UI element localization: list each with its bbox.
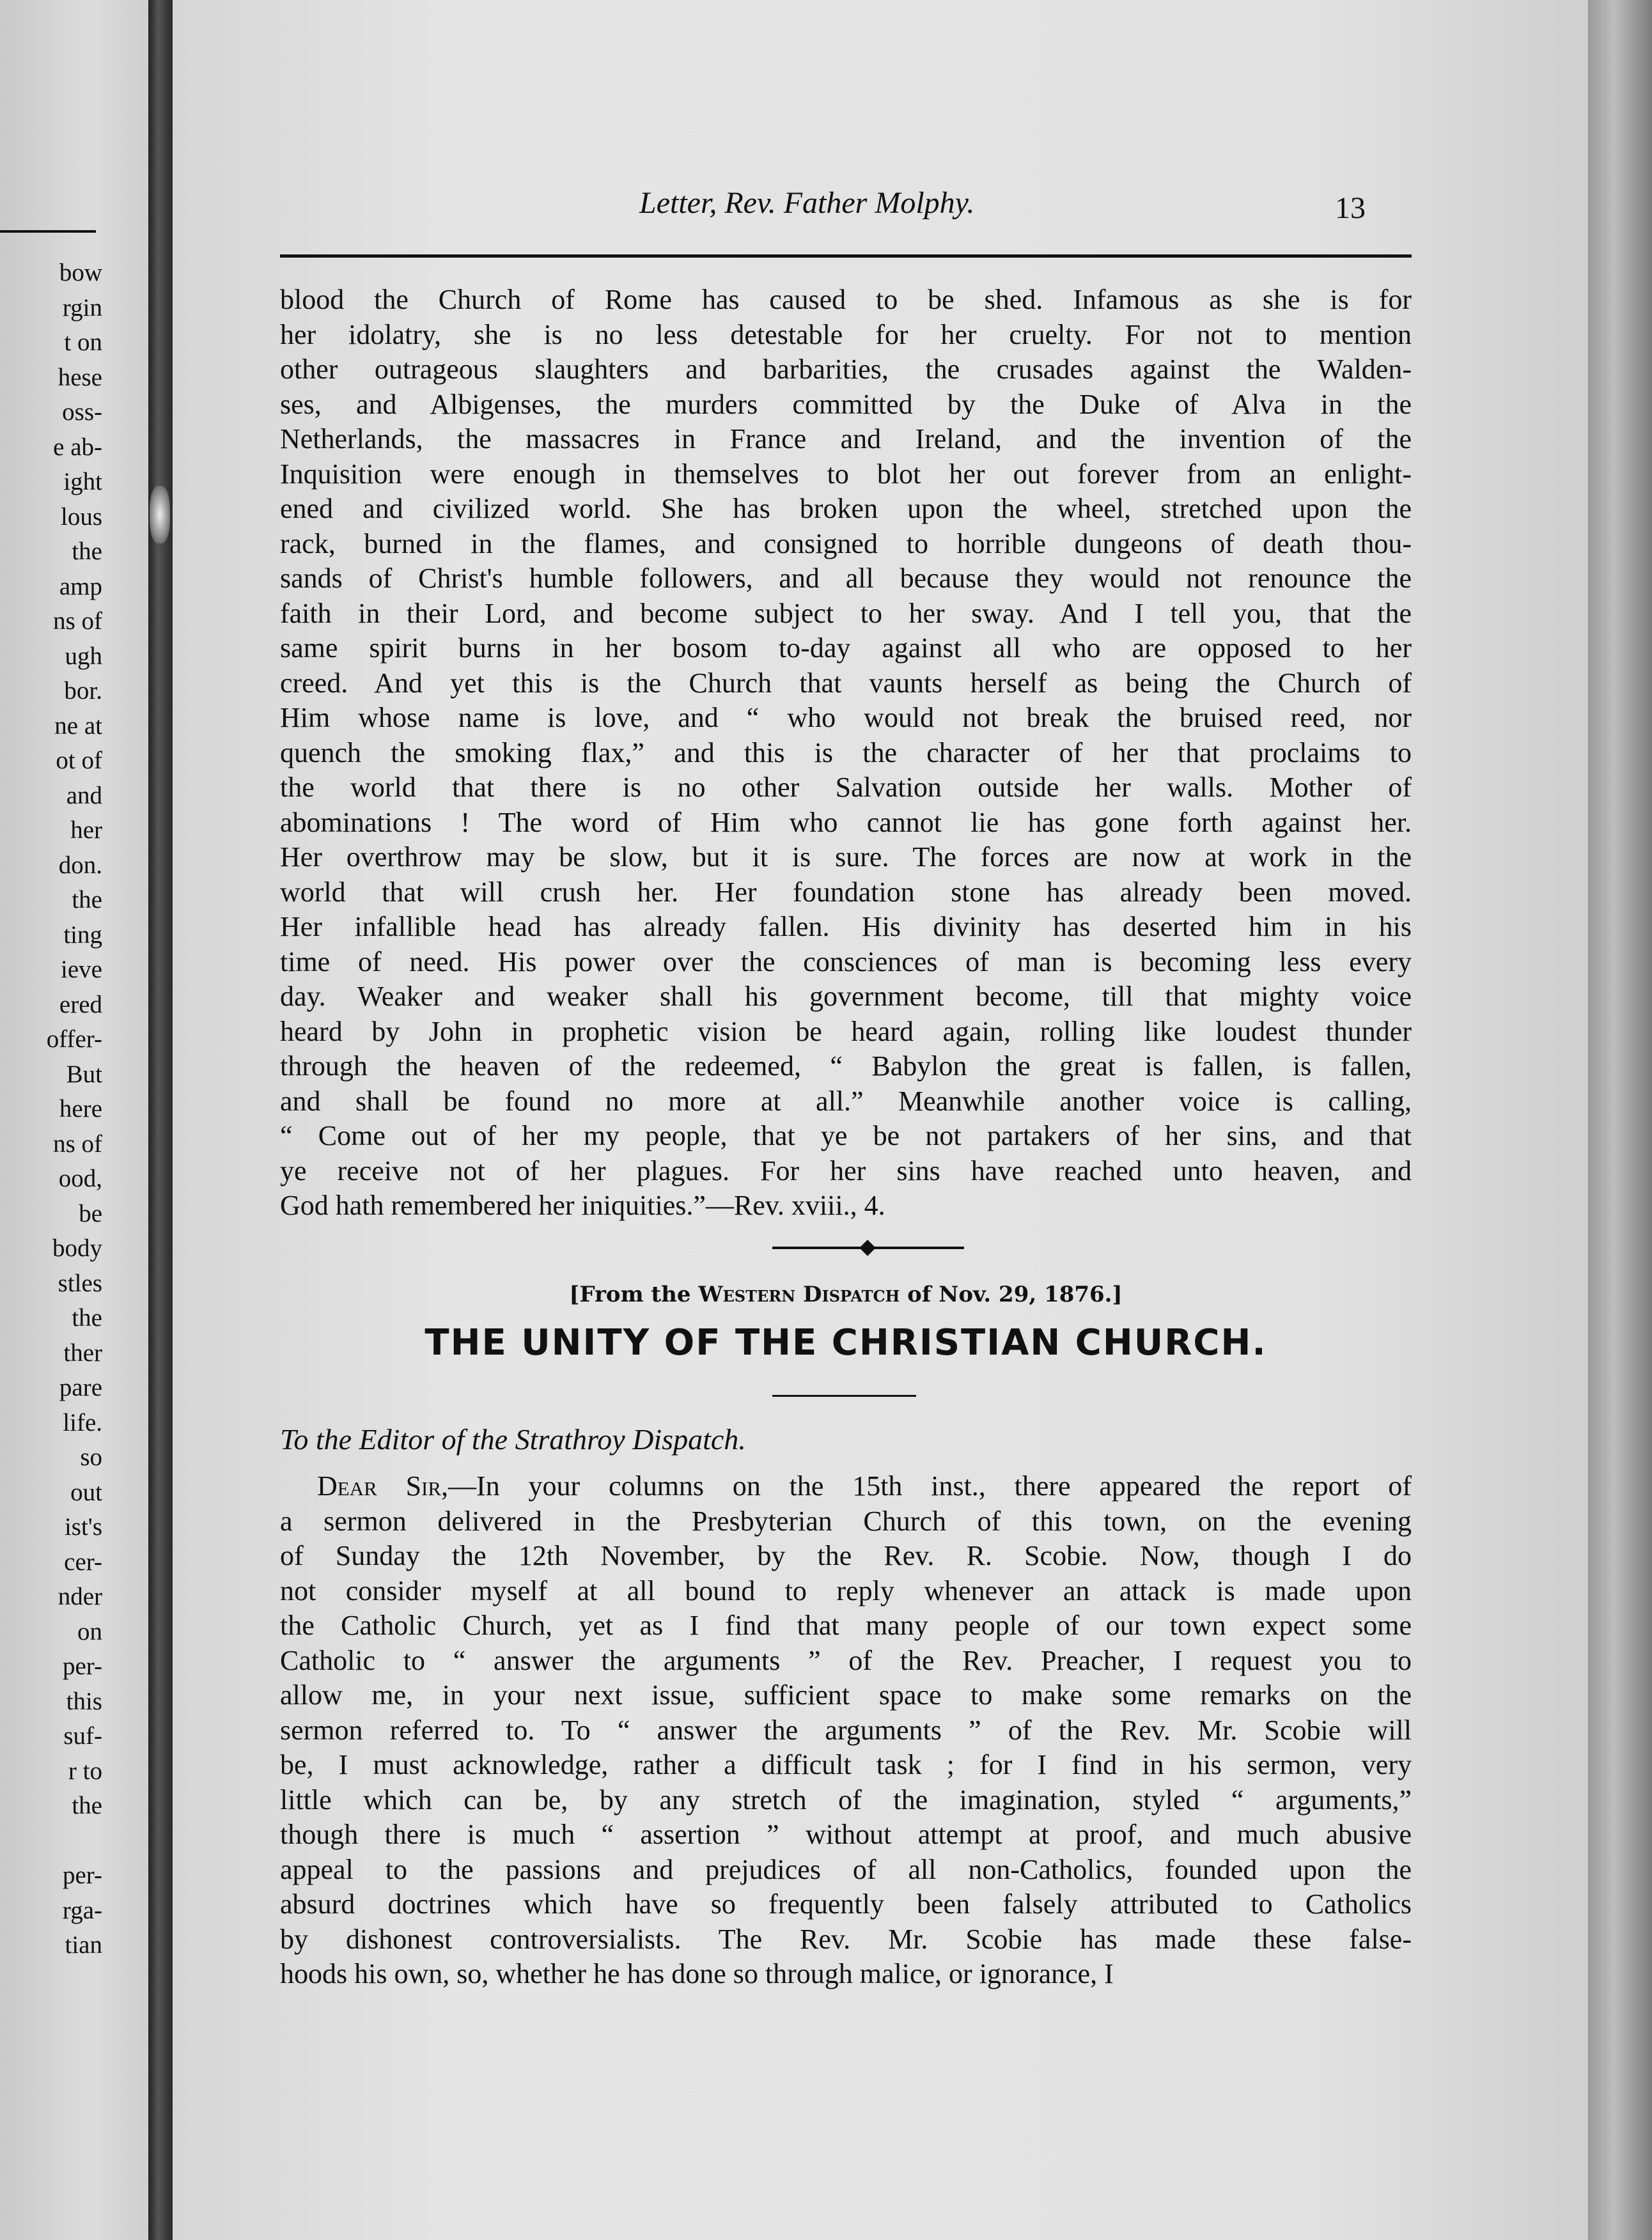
fragment-line: amp [59,572,102,600]
text-line: by dishonest controversialists. The Rev. Mr. Scobie has made these false- [280,1923,1412,1955]
text-line: not consider myself at all bound to reply whenever an attack is made upon [280,1575,1412,1606]
text-line: time of need. His power over the consciences of man is becoming less every [280,945,1412,977]
text-line: quench the smoking flax,” and this is the character of her that proclaims to [280,736,1412,768]
text-line: the world that there is no other Salvation outside her walls. Mother of [280,772,1412,803]
fragment-line: this [66,1687,102,1715]
fragment-line: bor. [64,677,102,704]
source-note-prefix: [From the [569,1282,699,1307]
fragment-line: the [72,538,102,565]
fragment-line: ieve [61,956,102,983]
text-line-content: —In your columns on the 15th inst., there appeared the report of [448,1470,1412,1502]
article-title: THE UNITY OF THE CHRISTIAN CHURCH. [425,1322,1267,1364]
fragment-line: ugh [65,642,102,670]
fragment-line: ered [59,990,102,1018]
text-line: little which can be, by any stretch of the imagination, styled “ arguments,” [280,1784,1412,1816]
fragment-line: oss- [62,398,102,426]
book-gutter [148,0,173,2240]
text-line: Netherlands, the massacres in France and Ireland, and the invention of the [280,423,1412,455]
fragment-line: so [80,1443,102,1471]
text-line: abominations ! The word of Him who cannot lie has gone forth against her. [280,806,1412,838]
text-line: other outrageous slaughters and barbarities, the crusades against the Walden- [280,354,1412,385]
fragment-line: per- [62,1653,102,1680]
header-rule [280,254,1412,258]
text-line: absurd doctrines which have so frequently been falsely attributed to Catholics [280,1888,1412,1920]
fragment-line: ist's [64,1513,102,1541]
text-line: same spirit burns in her bosom to-day against all who are opposed to her [280,632,1412,664]
text-line: “ Come out of her my people, that ye be not partakers of her sins, and that [280,1120,1412,1151]
fragment-line: per- [62,1862,102,1889]
fragment-line: and [66,781,102,809]
text-line: the Catholic Church, yet as I find that many people of our town expect some [280,1610,1412,1641]
fragment-line: cer- [64,1548,102,1576]
fragment-line: out [70,1478,102,1506]
text-line: rack, burned in the flames, and consigned to horrible dungeons of death thou- [280,527,1412,559]
fragment-line: be [79,1199,102,1227]
text-line: though there is much “ assertion ” without attempt at proof, and much abusive [280,1819,1412,1850]
fragment-line: ood, [58,1165,102,1192]
fragment-line: ting [63,921,102,949]
fragment-line: ns of [53,607,102,635]
text-line: and shall be found no more at all.” Meanwhile another voice is calling, [280,1085,1412,1117]
text-line [280,1469,1412,1504]
text-line: heard by John in prophetic vision be heard again, rolling like loudest thunder [280,1015,1412,1047]
source-note-paper: Western Dispatch [698,1282,900,1307]
text-line: Her overthrow may be slow, but it is sure. The forces are now at work in the [280,841,1412,873]
fragment-line: bow [59,259,102,286]
fragment-line: life. [63,1408,102,1436]
text-line: world that will crush her. Her foundation stone has already been moved. [280,876,1412,908]
section-ornament [772,1247,964,1249]
fragment-line: here [59,1095,102,1123]
facing-page-text-fragments [0,256,102,1963]
fragment-line: rgin [62,293,102,322]
fragment-line: ight [63,468,102,495]
text-line: a sermon delivered in the Presbyterian Church of this town, on the evening [280,1505,1412,1537]
salutation: To the Editor of the Strathroy Dispatch. [280,1423,746,1456]
text-line: Him whose name is love, and “ who would not break the bruised reed, nor [280,702,1412,733]
text-line: sands of Christ's humble followers, and all because they would not renounce the [280,563,1412,594]
fragment-line: suf- [63,1722,102,1750]
first-passage [280,283,1412,1224]
fragment-line: the [72,1304,102,1332]
source-note-suffix: of Nov. 29, 1876.] [900,1282,1123,1307]
text-line: be, I must acknowledge, rather a difficult task ; for I find in his sermon, very [280,1749,1412,1780]
fragment-line: pare [59,1374,102,1401]
text-line: through the heaven of the redeemed, “ Babylon the great is fallen, is fallen, [280,1050,1412,1082]
text-line: ened and civilized world. She has broken upon the wheel, stretched upon the [280,493,1412,524]
text-line: God hath remembered her iniquities.”—Rev. xviii., 4. [280,1190,885,1221]
fragment-line: r to [68,1757,102,1785]
fragment-line: lous [60,502,102,531]
page-number: 13 [1335,191,1366,225]
fragment-line: the [72,1792,102,1819]
title-rule [772,1395,916,1397]
fragment-line: nder [58,1583,102,1610]
fragment-line: ne at [54,712,102,740]
source-note [280,1282,1412,1307]
text-line: sermon referred to. To “ answer the arguments ” of the Rev. Mr. Scobie will [280,1714,1412,1746]
fragment-line: offer- [46,1025,102,1053]
facing-page-rule [0,230,96,233]
fragment-line: her [70,816,102,844]
text-line: Catholic to “ answer the arguments ” of the Rev. Preacher, I request you to [280,1644,1412,1676]
text-line: ses, and Albigenses, the murders committed by the Duke of Alva in the [280,388,1412,420]
fragment-line: e ab- [53,433,102,461]
fragment-line [0,1824,102,1859]
fragment-line: the [72,886,102,914]
opening-greeting: Dear Sir, [317,1470,449,1502]
running-head: Letter, Rev. Father Molphy. [639,186,975,220]
article-body [280,1469,1412,1992]
text-line: hoods his own, so, whether he has done so through malice, or ignorance, I [280,1958,1114,1989]
text-line: of Sunday the 12th November, by the Rev. R. Scobie. Now, though I do [280,1540,1412,1571]
fragment-line: rga- [62,1896,102,1924]
fragment-line: ther [63,1339,102,1367]
text-line: ye receive not of her plagues. For her sins have reached unto heaven, and [280,1155,1412,1186]
text-line: Inquisition were enough in themselves to blot her out forever from an enlight- [280,458,1412,490]
fragment-line: ns of [53,1130,102,1158]
text-line: Her infallible head has already fallen. His divinity has deserted him in his [280,911,1412,942]
text-line: blood the Church of Rome has caused to be shed. Infamous as she is for [280,284,1412,315]
text-line: appeal to the passions and prejudices of all non-Catholics, founded upon the [280,1853,1412,1885]
text-line: allow me, in your next issue, sufficient space to make some remarks on the [280,1679,1412,1711]
binding-thread-mark [150,486,170,543]
fragment-line: ot of [56,747,102,774]
fragment-line: hese [58,363,102,391]
fragment-line: on [77,1617,102,1645]
fragment-line: tian [65,1931,102,1959]
fragment-line: But [66,1060,102,1088]
fragment-line: t on [64,329,102,356]
fragment-line: don. [58,851,102,879]
fragment-line: stles [58,1269,102,1297]
text-line: her idolatry, she is no less detestable for her cruelty. For not to mention [280,318,1412,350]
text-line: creed. And yet this is the Church that vaunts herself as being the Church of [280,667,1412,699]
page-fore-edge [1588,0,1652,2240]
fragment-line: body [52,1234,102,1262]
text-line: day. Weaker and weaker shall his government become, till that mighty voice [280,981,1412,1012]
text-line: faith in their Lord, and become subject to her sway. And I tell you, that the [280,597,1412,629]
